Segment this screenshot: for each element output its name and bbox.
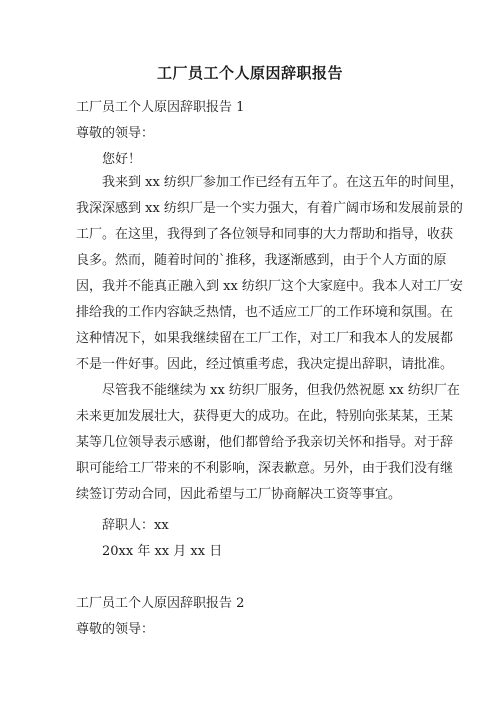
- salutation-1: 尊敬的领导：: [76, 126, 155, 141]
- document-title: 工厂员工个人原因辞职报告: [156, 64, 343, 82]
- section-heading-2: 工厂员工个人原因辞职报告 2: [76, 596, 245, 611]
- text-line: 尽管我不能继续为 xx 纺织厂服务，但我仍然祝愿 xx 纺织厂在: [102, 383, 460, 398]
- text-line: 这种情况下，如果我继续留在工厂工作，对工厂和我本人的发展都: [76, 331, 454, 346]
- date: 20xx 年 xx 月 xx 日: [102, 544, 223, 559]
- text-line: 我来到 xx 纺织厂参加工作已经有五年了。在这五年的时间里，: [102, 175, 463, 190]
- salutation-2: 尊敬的领导：: [76, 622, 155, 637]
- text-line: 某等几位领导表示感谢，他们都曾给予我亲切关怀和指导。对于辞: [76, 435, 454, 450]
- text-line: 不是一件好事。因此，经过慎重考虑，我决定提出辞职，请批准。: [76, 357, 454, 372]
- text-line: 工厂。在这里，我得到了各位领导和同事的大力帮助和指导，收获: [76, 227, 454, 242]
- section-heading-1: 工厂员工个人原因辞职报告 1: [76, 100, 245, 115]
- text-line: 排给我的工作内容缺乏热情，也不适应工厂的工作环境和氛围。在: [76, 305, 454, 320]
- text-line: 我深深感到 xx 纺织厂是一个实力强大，有着广阔市场和发展前景的: [76, 201, 463, 216]
- greeting: 您好！: [102, 152, 142, 167]
- text-line: 职可能给工厂带来的不利影响，深表歉意。另外，由于我们没有继: [76, 461, 454, 476]
- signer: 辞职人：xx: [102, 518, 169, 533]
- text-line: 未来更加发展壮大，获得更大的成功。在此，特别向张某某，王某: [76, 409, 454, 424]
- text-line: 因，我并不能真正融入到 xx 纺织厂这个大家庭中。我本人对工厂安: [76, 279, 463, 294]
- text-line: 良多。然而，随着时间的`推移，我逐渐感到，由于个人方面的原: [76, 253, 447, 268]
- text-line: 续签订劳动合同，因此希望与工厂协商解决工资等事宜。: [76, 487, 402, 502]
